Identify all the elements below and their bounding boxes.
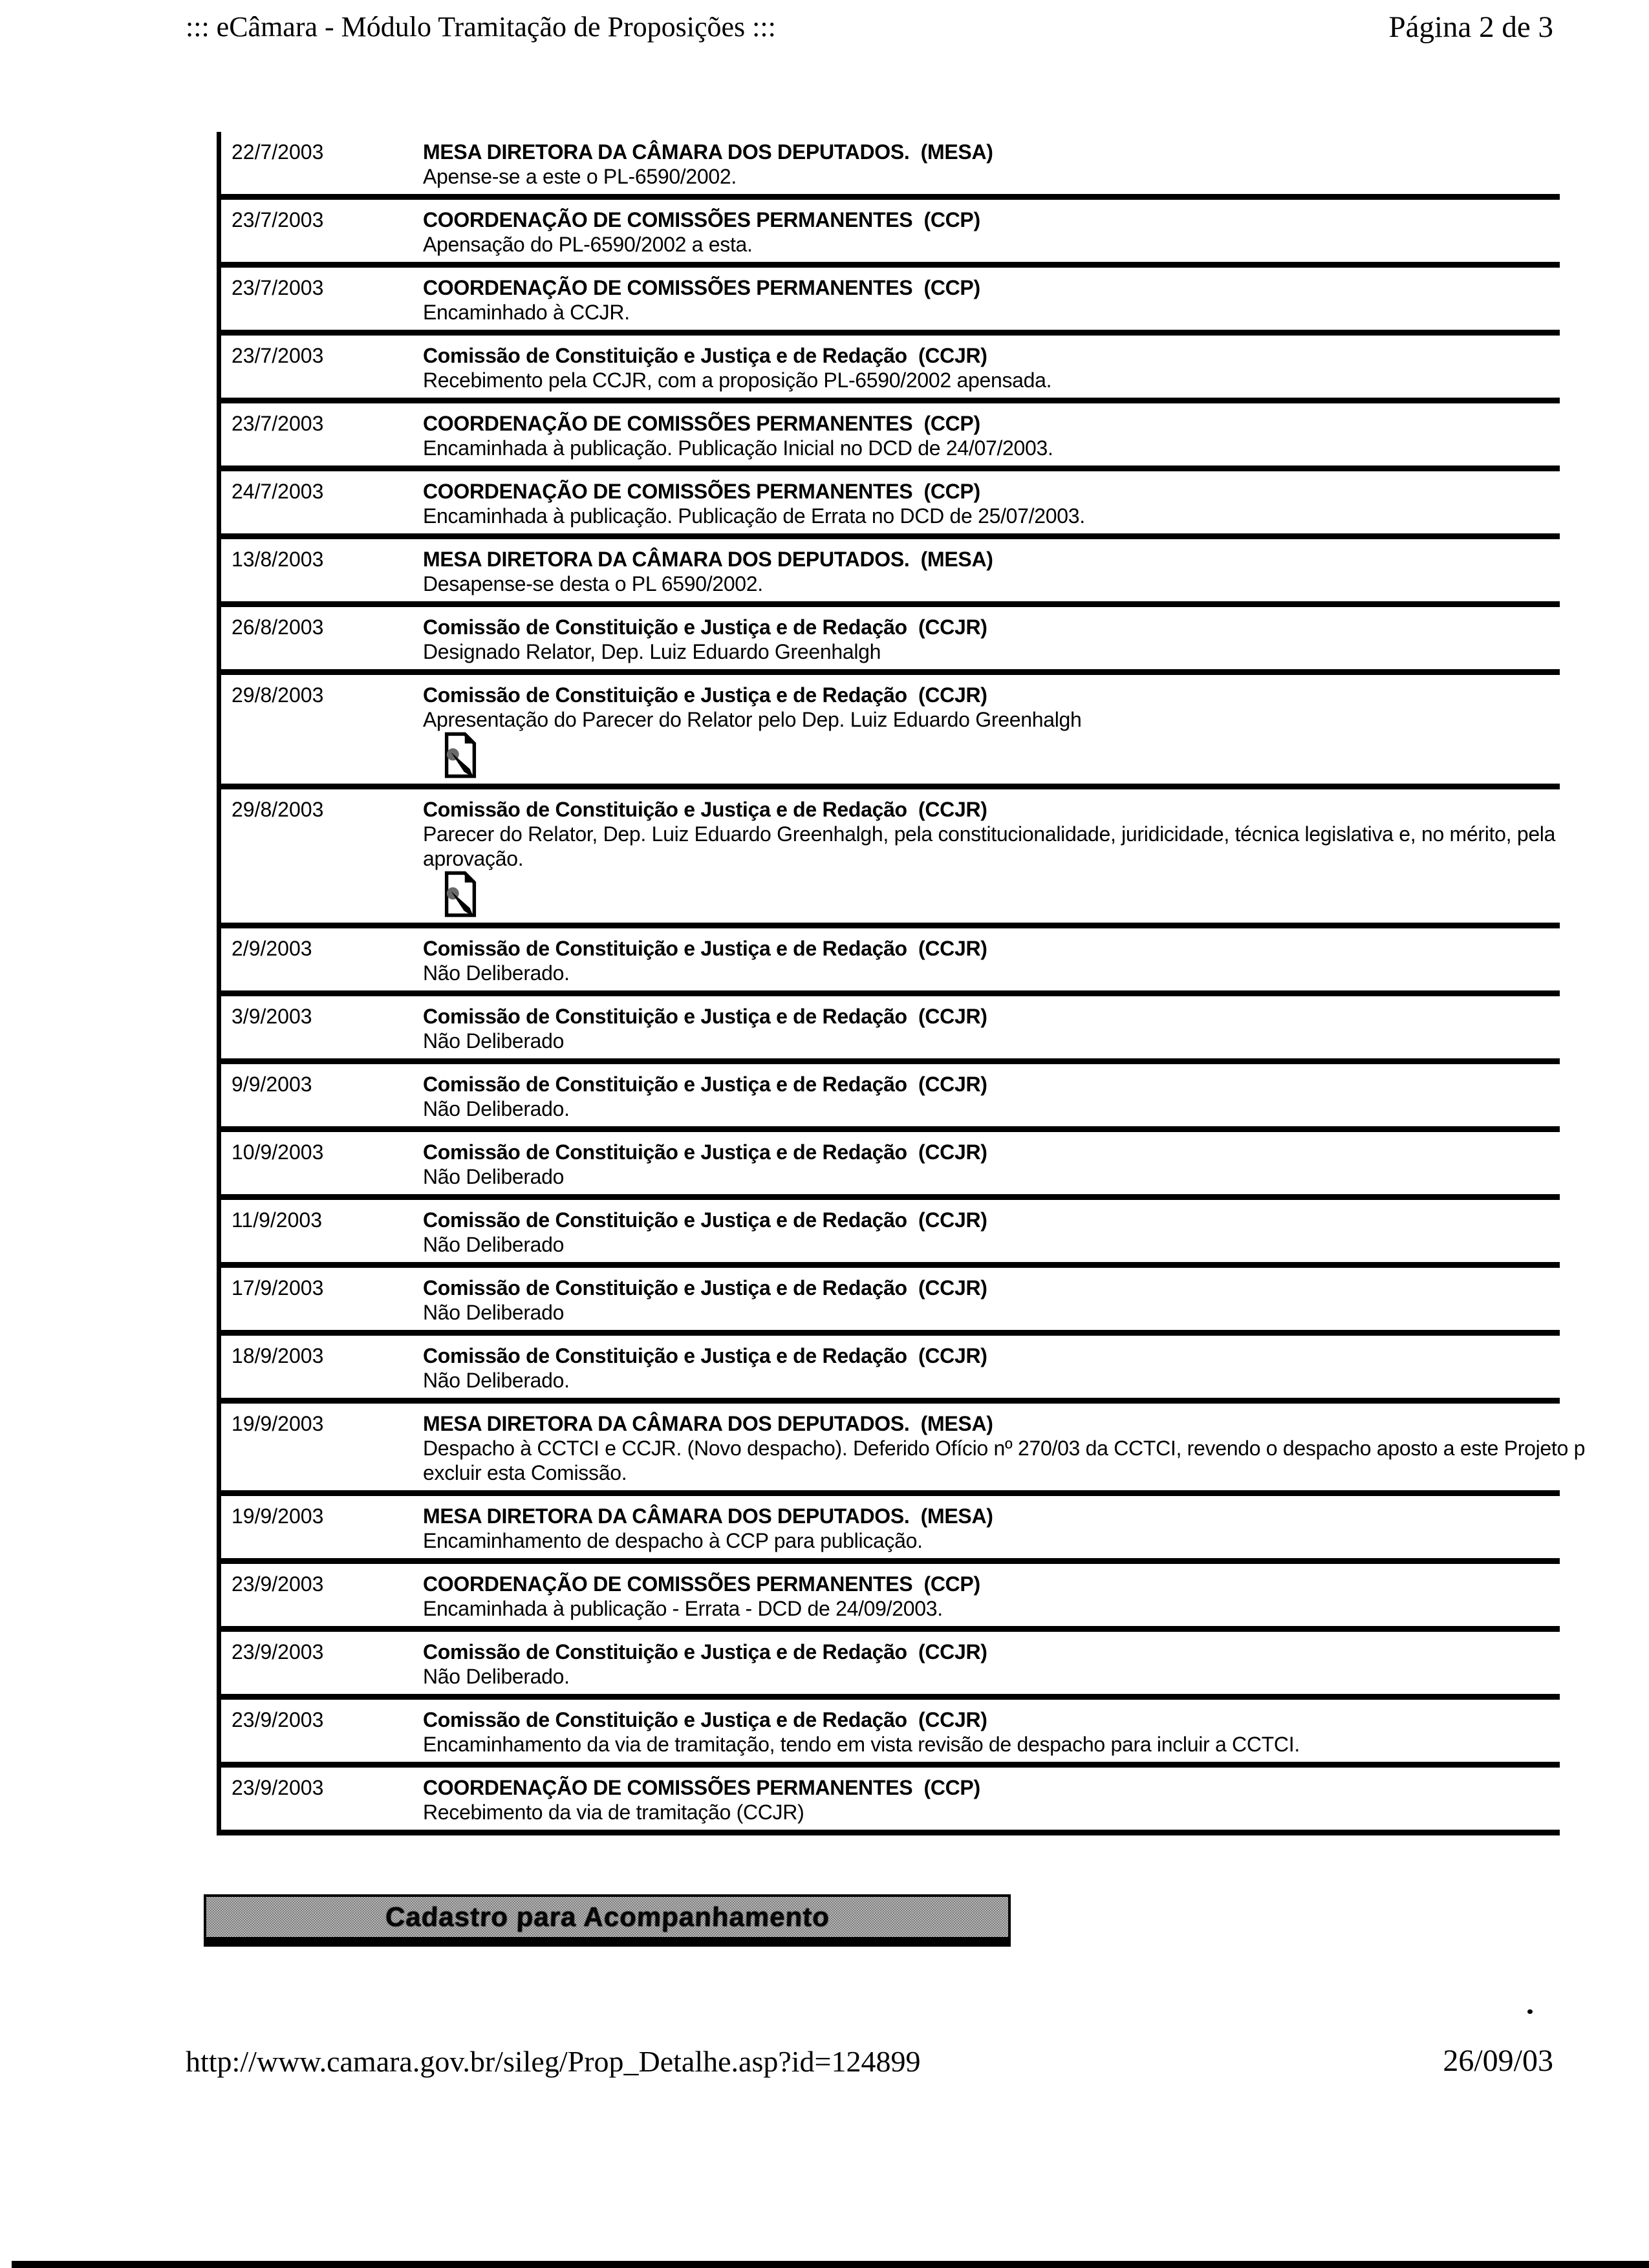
table-row [221,336,1560,403]
row-content [423,208,1560,257]
row-organ: Comissão de Constituição e Justiça e de Redação (CCJR) [423,798,987,821]
table-row [221,471,1560,539]
row-description-line: Não Deliberado. [423,1097,570,1120]
table-row [221,1700,1560,1768]
footer-url: http://www.camara.gov.br/sileg/Prop_Detalhe.asp?id=124899 [186,2045,921,2078]
row-organ: COORDENAÇÃO DE COMISSÕES PERMANENTES (CCP) [423,1776,980,1799]
row-date: 19/9/2003 [232,1412,324,1435]
row-organ: Comissão de Constituição e Justiça e de Redação (CCJR) [423,1208,987,1232]
row-description-line: Designado Relator, Dep. Luiz Eduardo Greenhalgh [423,640,881,663]
page-header-title: ::: eCâmara - Módulo Tramitação de Proposições ::: [186,11,776,43]
row-description-line: Encaminhada à publicação - Errata - DCD de 24/09/2003. [423,1597,943,1620]
row-organ: Comissão de Constituição e Justiça e de Redação (CCJR) [423,1140,987,1164]
table-row [221,539,1560,607]
row-date: 18/9/2003 [232,1344,324,1367]
row-organ: Comissão de Constituição e Justiça e de Redação (CCJR) [423,1073,987,1096]
row-date: 29/8/2003 [232,683,324,707]
table-row [221,1632,1560,1700]
row-organ: COORDENAÇÃO DE COMISSÕES PERMANENTES (CCP) [423,480,980,503]
row-content [423,479,1560,528]
row-organ: COORDENAÇÃO DE COMISSÕES PERMANENTES (CCP) [423,412,980,435]
table-row [221,1564,1560,1632]
row-description-line: Apresentação do Parecer do Relator pelo Dep. Luiz Eduardo Greenhalgh [423,707,1560,778]
row-content [423,411,1560,460]
row-organ: MESA DIRETORA DA CÂMARA DOS DEPUTADOS. (MESA) [423,548,993,571]
row-organ: MESA DIRETORA DA CÂMARA DOS DEPUTADOS. (MESA) [423,1412,993,1435]
row-content [423,1276,1560,1325]
row-organ: COORDENAÇÃO DE COMISSÕES PERMANENTES (CCP) [423,1572,980,1596]
row-content [423,1140,1560,1189]
page-number: Página 2 de 3 [1388,10,1553,44]
row-organ: Comissão de Constituição e Justiça e de Redação (CCJR) [423,1344,987,1367]
row-description-line: Não Deliberado. [423,1369,570,1392]
row-date: 23/7/2003 [232,344,324,367]
row-description-line: Parecer do Relator, Dep. Luiz Eduardo Greenhalgh, pela constitucionalidade, juridicidade, técnica legislativa e, no mérito, pela [423,822,1556,846]
document-attachment-icon[interactable] [443,732,478,778]
row-date: 24/7/2003 [232,480,324,503]
row-organ: Comissão de Constituição e Justiça e de Redação (CCJR) [423,1708,987,1731]
row-description-line: Apense-se a este o PL-6590/2002. [423,165,737,188]
scan-speck-artifact [1527,2009,1533,2014]
row-description-line: Não Deliberado. [423,961,570,985]
row-content [423,1640,1560,1689]
table-row [221,1768,1560,1835]
footer-print-date: 26/09/03 [1443,2044,1553,2078]
row-description-line: aprovação. [423,846,1560,917]
row-description-line: Encaminhada à publicação. Publicação de Errata no DCD de 25/07/2003. [423,504,1085,528]
row-content [423,1707,1560,1757]
row-date: 13/8/2003 [232,548,324,571]
row-organ: COORDENAÇÃO DE COMISSÕES PERMANENTES (CCP) [423,208,980,231]
row-content [423,683,1560,778]
row-organ: COORDENAÇÃO DE COMISSÕES PERMANENTES (CCP) [423,276,980,299]
row-date: 3/9/2003 [232,1005,312,1028]
table-row [221,1268,1560,1336]
row-description-line: Encaminhamento de despacho à CCP para publicação. [423,1529,923,1552]
row-date: 11/9/2003 [232,1208,322,1232]
row-content [423,140,1560,189]
document-attachment-icon[interactable] [443,871,478,917]
row-content [423,1004,1560,1053]
row-description-line: Encaminhado à CCJR. [423,301,630,324]
row-description-line: Não Deliberado [423,1029,565,1053]
table-row [221,607,1560,675]
row-content [423,797,1560,917]
table-row [221,1336,1560,1404]
row-description-line: excluir esta Comissão. [423,1461,627,1484]
tramitacao-table [217,132,1586,1835]
row-organ: MESA DIRETORA DA CÂMARA DOS DEPUTADOS. (MESA) [423,1504,993,1528]
row-description-line: Despacho à CCTCI e CCJR. (Novo despacho). Deferido Ofício nº 270/03 da CCTCI, revendo o despacho aposto a este Projeto p [423,1437,1586,1460]
row-description-line: Recebimento pela CCJR, com a proposição PL-6590/2002 apensada. [423,369,1052,392]
row-date: 17/9/2003 [232,1276,324,1300]
row-description-line: Recebimento da via de tramitação (CCJR) [423,1801,804,1824]
row-description-line: Apensação do PL-6590/2002 a esta. [423,233,753,256]
row-date: 23/7/2003 [232,276,324,299]
row-organ: MESA DIRETORA DA CÂMARA DOS DEPUTADOS. (MESA) [423,140,993,164]
row-organ: Comissão de Constituição e Justiça e de Redação (CCJR) [423,937,987,960]
row-organ: Comissão de Constituição e Justiça e de Redação (CCJR) [423,344,987,367]
table-row [221,200,1560,268]
row-description-line: Não Deliberado. [423,1665,570,1688]
row-date: 2/9/2003 [232,937,312,960]
cadastro-acompanhamento-button[interactable] [204,1894,1011,1947]
row-date: 23/7/2003 [232,208,324,231]
table-row [221,996,1560,1064]
row-organ: Comissão de Constituição e Justiça e de Redação (CCJR) [423,683,987,707]
row-content [423,1208,1560,1257]
row-description-line: Desapense-se desta o PL 6590/2002. [423,572,763,595]
row-date: 23/9/2003 [232,1572,324,1596]
row-organ: Comissão de Constituição e Justiça e de Redação (CCJR) [423,1276,987,1300]
table-row [221,132,1560,200]
row-date: 22/7/2003 [232,140,324,164]
table-row [221,789,1560,928]
table-row [221,268,1560,336]
row-date: 29/8/2003 [232,798,324,821]
row-organ: Comissão de Constituição e Justiça e de Redação (CCJR) [423,1005,987,1028]
row-description-line: Não Deliberado [423,1301,565,1324]
row-description-line: Não Deliberado [423,1165,565,1188]
row-organ: Comissão de Constituição e Justiça e de Redação (CCJR) [423,1640,987,1664]
table-row [221,675,1560,789]
cadastro-acompanhamento-label: Cadastro para Acompanhamento [384,1901,830,1932]
row-content [423,547,1560,596]
row-content [423,1572,1560,1621]
row-content [423,1411,1585,1485]
table-row [221,1064,1560,1132]
row-content [423,1775,1560,1824]
row-content [423,1072,1560,1121]
row-description-line: Encaminhada à publicação. Publicação Inicial no DCD de 24/07/2003. [423,436,1053,460]
table-row [221,403,1560,471]
row-date: 23/9/2003 [232,1640,324,1664]
row-date: 9/9/2003 [232,1073,312,1096]
table-row [221,1200,1560,1268]
row-date: 26/8/2003 [232,615,324,639]
row-content [423,1343,1560,1393]
row-content [423,275,1560,325]
row-date: 10/9/2003 [232,1140,324,1164]
row-date: 19/9/2003 [232,1504,324,1528]
row-content [423,615,1560,664]
table-row [221,1132,1560,1200]
row-description-line: Não Deliberado [423,1233,565,1256]
row-content [423,1504,1560,1553]
row-date: 23/9/2003 [232,1708,324,1731]
table-row [221,1404,1586,1496]
row-description-line: Encaminhamento da via de tramitação, tendo em vista revisão de despacho para incluir a CCTCI. [423,1733,1300,1756]
scan-edge-artifact [12,2261,1649,2268]
table-row [221,928,1560,996]
row-content [423,936,1560,985]
row-date: 23/9/2003 [232,1776,324,1799]
row-date: 23/7/2003 [232,412,324,435]
row-organ: Comissão de Constituição e Justiça e de Redação (CCJR) [423,615,987,639]
row-content [423,343,1560,392]
table-row [221,1496,1560,1564]
